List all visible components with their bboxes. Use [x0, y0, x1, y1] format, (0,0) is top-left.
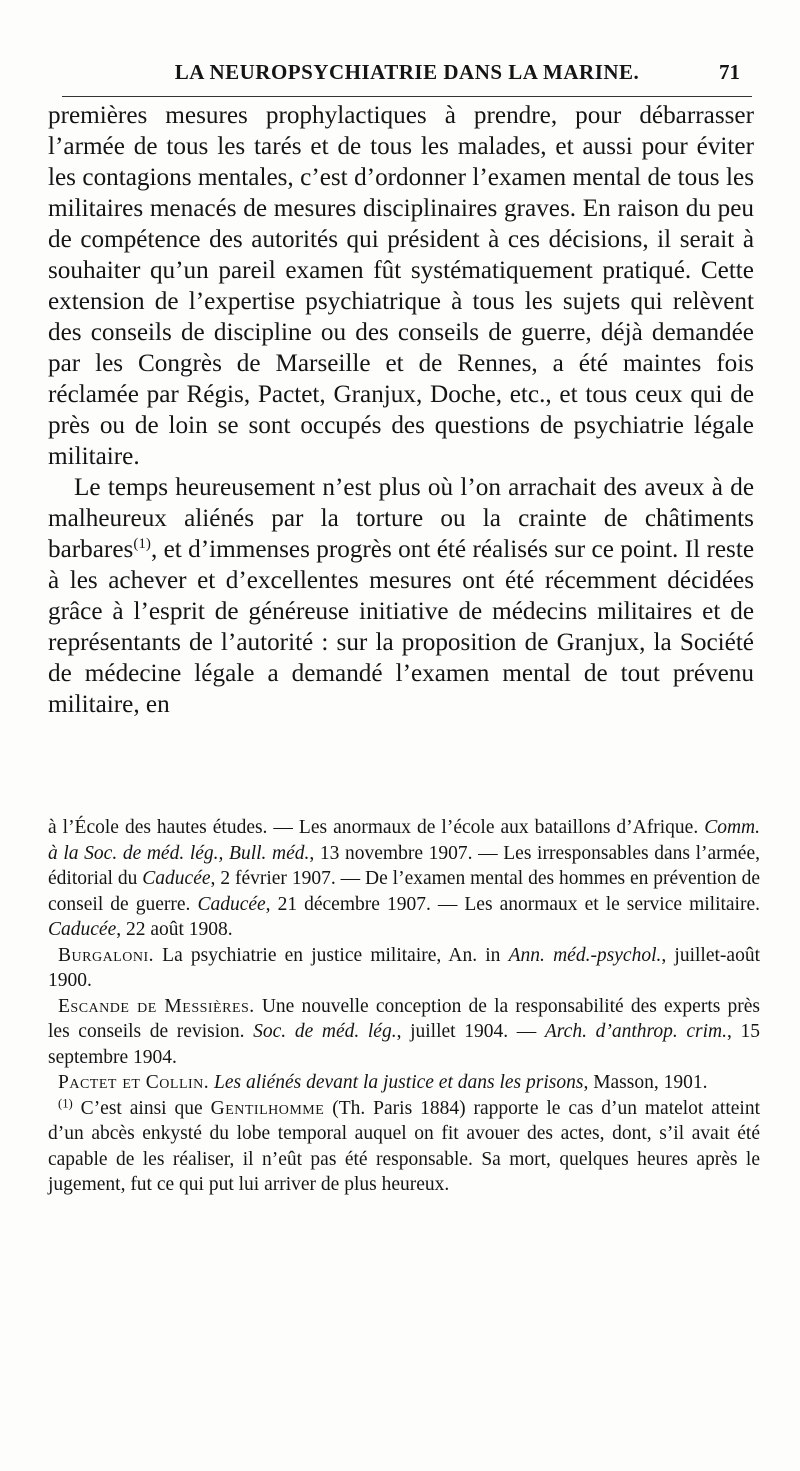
footnote-text: , 21 décembre 1907. — Les anormaux et le service militaire.	[265, 893, 760, 915]
footnote-text: (Th. Paris 1884) rapporte le cas d’un matelot atteint d’un abcès enkysté du lobe temporal auquel on fit avouer des actes, dont, s’il avait été capable de les réaliser, il n’eût pas été responsable. Sa mort, quelques heures après le jugement, fut ce qui put lui arriver de plus heureux.	[48, 1097, 760, 1195]
footnote-citation: Caducée	[197, 893, 266, 915]
footnote-text: , 2 février 1907. — De l’examen mental des hommes en prévention de conseil de guerre.	[48, 868, 760, 915]
footnote-continued	[48, 815, 760, 943]
footnote-text: , Masson, 1901.	[583, 1072, 708, 1093]
paragraph-2	[48, 472, 754, 720]
paragraph-1: premières mesures prophylactiques à prendre, pour débarrasser l’armée de tous les tarés et de tous les malades, et aussi pour éviter les contagions mentales, c’est d’ordonner l’examen mental de tous les militaires menacés de mesures disciplinaires graves. En raison du peu de compétence des autorités qui président à ces décisions, il serait à souhaiter qu’un pareil examen fût systématiquement pratiqué. Cette extension de l’expertise psychiatrique à tous les sujets qui relèvent des conseils de discipline ou des conseils de guerre, déjà demandée par les Congrès de Marseille et de Rennes, a été maintes fois réclamée par Régis, Pactet, Granjux, Doche, etc., et tous ceux qui de près ou de loin se sont occupés des questions de psychiatrie légale militaire.	[48, 102, 754, 470]
footnote-citation: Les aliénés devant la justice et dans les prisons	[214, 1072, 584, 1093]
footnote-citation: Comm. à la Soc. de méd. lég., Bull. méd.	[48, 817, 760, 864]
page-header	[62, 60, 752, 97]
paragraph-2-part-1: Le temps heureusement n’est plus où l’on arrachait des aveux à de malheureux aliénés par la torture ou la crainte de châtiments barbares	[48, 474, 754, 563]
footnote-author: Burgaloni.	[58, 944, 154, 966]
footnote-reference-escande	[48, 994, 760, 1071]
footnote-citation: Caducée	[142, 868, 211, 889]
footnotes	[48, 815, 760, 1198]
footnote-1	[48, 1096, 760, 1198]
footnote-reference-pactet	[48, 1070, 760, 1096]
footnote-text: C’est ainsi que	[72, 1097, 211, 1119]
footnote-citation: Arch. d’anthrop. crim.	[544, 1021, 727, 1042]
footnote-citation: Ann. méd.-psychol.	[508, 944, 662, 966]
page-number: 71	[719, 60, 740, 84]
footnote-text: Une nouvelle conception de la responsabilité des experts près les conseils de revision.	[48, 995, 761, 1042]
footnote-text: , juillet-août 1900.	[48, 944, 760, 991]
footnote-reference: (1)	[133, 535, 151, 552]
footnote-text: , 22 août 1908.	[116, 919, 233, 940]
footnote-author: Escande de Messières.	[58, 995, 255, 1017]
footnote-text: , juillet 1904. —	[396, 1021, 545, 1042]
footnote-text: à l’École des hautes études. — Les anormaux de l’école aux bataillons d’Afrique.	[48, 817, 705, 838]
paragraph-2-part-2: , et d’immenses progrès ont été réalisés sur ce point. Il reste à les achever et d’excellentes mesures ont été récemment décidées grâce à l’esprit de généreuse initiative de médecins militaires et de représentants de l’autorité : sur la proposition de Granjux, la Société de médecine légale a demandé l’examen mental de tout prévenu militaire, en	[48, 536, 754, 718]
footnote-reference-burgaloni	[48, 943, 760, 994]
footnote-marker: (1)	[58, 1096, 73, 1111]
footnote-citation: Caducée	[48, 919, 117, 940]
main-text	[48, 100, 754, 720]
footnote-text: , 15 septembre 1904.	[48, 1021, 761, 1068]
footnote-text: , 13 novembre 1907. — Les irresponsables dans l’armée, éditorial du	[48, 842, 760, 889]
footnote-text: La psychiatrie en justice militaire, An. in	[154, 944, 509, 966]
footnote-author: Pactet et Collin.	[58, 1072, 210, 1093]
footnote-citation: Soc. de méd. lég.	[253, 1021, 397, 1042]
footnote-author: Gentilhomme	[210, 1097, 325, 1119]
running-title: LA NEUROPSYCHIATRIE DANS LA MARINE.	[174, 60, 640, 84]
